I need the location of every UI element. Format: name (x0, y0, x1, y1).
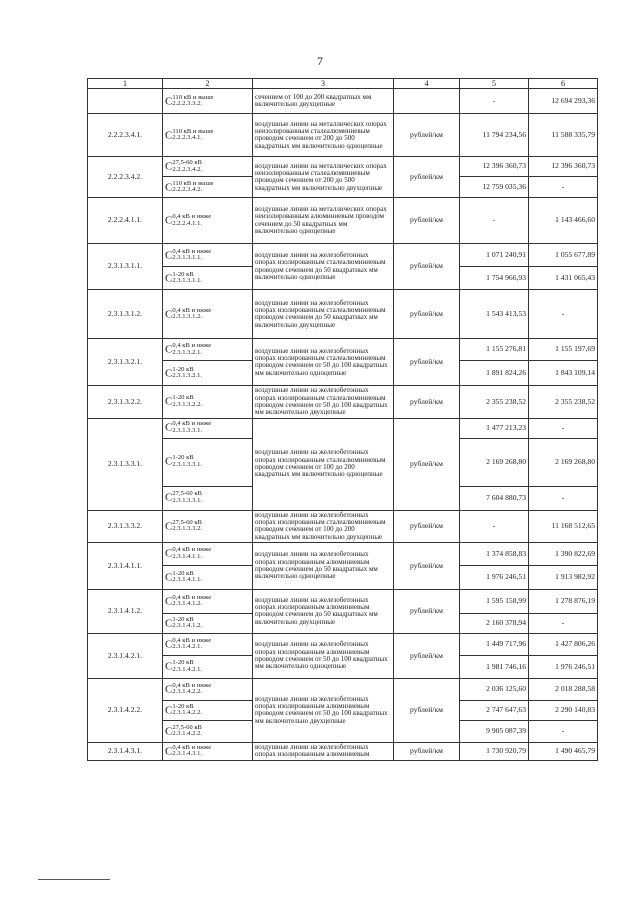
value-col-6: 11 168 512,65 (529, 510, 598, 542)
value-col-5: 1 477 213,23 (460, 418, 529, 438)
tariff-subscript (172, 725, 202, 738)
value-col-6: 2 355 238,52 (529, 386, 598, 418)
col-header-2: 2 (163, 79, 253, 89)
value-col-5: 1 595 158,99 (460, 589, 529, 613)
row-code: 2.2.2.4.1.1. (88, 198, 163, 244)
tariff-voltage: 110 кВ и выше (172, 93, 214, 101)
row-code: 2.2.2.3.4.2. (88, 157, 163, 198)
tariff-symbol (163, 655, 253, 678)
value-col-6: 2 018 288,58 (529, 678, 598, 700)
tariff-c-letter: C (165, 617, 173, 630)
tariff-symbol (163, 244, 253, 267)
tariff-subscript (172, 343, 211, 356)
row-unit: рублей/км (394, 339, 460, 386)
tariff-voltage: 0,4 кВ и ниже (172, 546, 212, 554)
tariff-c-letter: C (165, 660, 173, 673)
tariff-index: 2.3.1.4.3.1. (172, 750, 203, 758)
value-col-6: 1 143 466,60 (529, 198, 598, 244)
col-header-1: 1 (88, 79, 163, 89)
table-row (88, 742, 598, 760)
tariff-voltage: 27,5-60 кВ (172, 518, 202, 526)
tariff-voltage: 27,5-60 кВ (172, 159, 202, 167)
tariff-voltage: 110 кВ и выше (172, 179, 214, 187)
tariff-symbol (163, 565, 253, 589)
value-col-5: 12 396 360,73 (460, 157, 529, 177)
tariff-symbol (163, 438, 253, 486)
value-col-5: 11 794 234,56 (460, 114, 529, 157)
tariff-voltage: 27,5-60 кВ (172, 490, 202, 498)
row-description: воздушные линии на металлических опорах неизолированным алюминиевым проводом сечением до 50 квадратных мм включительно одноцепные (253, 198, 394, 244)
tariff-symbol (163, 361, 253, 386)
value-col-5: 2 160 378,94 (460, 613, 529, 633)
row-description: воздушные линии на металлических опорах неизолированным сталеалюминиевым проводом сечением от 200 до 500 квадратных мм включительно двухцепные (253, 157, 394, 198)
row-unit: рублей/км (394, 633, 460, 678)
row-unit: рублей/км (394, 290, 460, 339)
row-code (88, 89, 163, 114)
tariff-c-letter: C (165, 180, 173, 193)
row-code: 2.3.1.3.2.1. (88, 339, 163, 386)
row-description: воздушные линии на железобетонных опорах изолированным алюминиевым (253, 742, 394, 760)
row-code: 2.3.1.3.3.2. (88, 510, 163, 542)
value-col-6: 1 055 677,89 (529, 244, 598, 267)
row-description: воздушные линии на железобетонных опорах изолированным сталеалюминиевым проводом сечением от 100 до 200 квадратных мм включительно одноцепные (253, 418, 394, 510)
table-row (88, 244, 598, 267)
tariff-index: 2.3.1.3.2.2. (172, 400, 203, 408)
tariff-symbol (163, 678, 253, 700)
table-row (88, 198, 598, 244)
row-code: 2.3.1.4.3.1. (88, 742, 163, 760)
value-col-5: 2 355 238,52 (460, 386, 529, 418)
value-col-6: - (529, 290, 598, 339)
value-col-6: 12 396 360,73 (529, 157, 598, 177)
row-unit: рублей/км (394, 157, 460, 198)
tariff-voltage: 1-20 кВ (172, 270, 194, 278)
tariff-symbol (163, 386, 253, 418)
value-col-5: 1 891 824,26 (460, 361, 529, 386)
value-col-5: 1 155 276,81 (460, 339, 529, 361)
tariff-voltage: 0,4 кВ и ниже (172, 247, 212, 255)
row-description: воздушные линии на железобетонных опорах изолированным алюминиевым проводом сечением до 50 квадратных мм включительно одноцепные (253, 542, 394, 589)
tariff-voltage: 1-20 кВ (172, 702, 194, 710)
tariff-subscript (172, 367, 202, 380)
row-description: воздушные линии на железобетонных опорах изолированным сталеалюминиевым проводом сечением от 50 до 100 квадратных мм включительно одноцепные (253, 339, 394, 386)
tariff-subscript (172, 395, 202, 408)
row-description: воздушные линии на железобетонных опорах изолированным алюминиевым проводом сечением до 50 квадратных мм включительно двухцепные (253, 589, 394, 633)
tariff-subscript (172, 421, 211, 434)
table-row (88, 678, 598, 700)
table-body (88, 89, 598, 760)
tariff-c-letter: C (165, 94, 173, 107)
value-col-6: 1 843 109,14 (529, 361, 598, 386)
value-col-6: 1 155 197,69 (529, 339, 598, 361)
value-col-5: 2 036 125,60 (460, 678, 529, 700)
tariff-index: 2.3.1.3.3.1. (172, 427, 203, 435)
tariff-c-letter: C (165, 343, 173, 356)
tariff-c-letter: C (165, 519, 173, 532)
tariff-subscript (172, 571, 202, 584)
row-unit: рублей/км (394, 386, 460, 418)
tariff-voltage: 0,4 кВ и ниже (172, 593, 212, 601)
table-row (88, 418, 598, 438)
tariff-c-letter: C (165, 725, 173, 738)
row-code: 2.3.1.4.1.1. (88, 542, 163, 589)
value-col-5: 1 976 246,51 (460, 565, 529, 589)
row-description: воздушные линии на железобетонных опорах изолированным сталеалюминиевым проводом сечением до 50 квадратных мм включительно двухцепные (253, 290, 394, 339)
tariff-index: 2.3.1.4.1.2. (172, 622, 203, 630)
tariff-index: 2.2.2.3.4.2. (172, 186, 203, 194)
tariff-c-letter: C (165, 128, 173, 141)
tariff-subscript (172, 455, 202, 468)
row-description: воздушные линии на железобетонных опорах изолированным сталеалюминиевым проводом сечением до 50 квадратных мм включительно одноцепные (253, 244, 394, 290)
tariff-index: 2.2.2.3.4.1. (172, 134, 203, 142)
row-unit: рублей/км (394, 510, 460, 542)
row-unit: рублей/км (394, 114, 460, 157)
row-unit: рублей/км (394, 542, 460, 589)
tariff-c-letter: C (165, 595, 173, 608)
tariff-c-letter: C (165, 160, 173, 173)
tariff-subscript (172, 683, 211, 696)
table-row (88, 290, 598, 339)
row-code: 2.3.1.4.1.2. (88, 589, 163, 633)
tariff-index: 2.3.1.4.1.1. (172, 576, 203, 584)
tariff-c-letter: C (165, 455, 173, 468)
value-col-6: - (529, 613, 598, 633)
tariff-subscript (172, 704, 202, 717)
tariff-voltage: 1-20 кВ (172, 615, 194, 623)
value-col-6: - (529, 720, 598, 742)
tariff-c-letter: C (165, 638, 173, 651)
value-col-5: 1 730 920,79 (460, 742, 529, 760)
tariff-subscript (172, 181, 213, 194)
row-code: 2.3.1.3.3.1. (88, 418, 163, 510)
tariff-index: 2.2.2.3.4.2. (172, 165, 203, 173)
tariff-c-letter: C (165, 683, 173, 696)
footer-line (38, 879, 110, 880)
tariff-index: 2.3.1.4.2.1. (172, 665, 203, 673)
table-row (88, 157, 598, 177)
table-row (88, 386, 598, 418)
value-col-5: 7 604 880,73 (460, 486, 529, 510)
tariff-voltage: 1-20 кВ (172, 394, 194, 402)
tariff-subscript (172, 617, 202, 630)
row-description: воздушные линии на железобетонных опорах изолированным сталеалюминиевым проводом сечением от 50 до 100 квадратных мм включительно двухцепные (253, 386, 394, 418)
tariff-index: 2.2.2.3.3.2. (172, 100, 203, 108)
tariff-c-letter: C (165, 491, 173, 504)
page-number: 7 (317, 54, 323, 68)
value-col-5: 9 905 087,39 (460, 720, 529, 742)
row-description: сечением от 100 до 200 квадратных мм включительно двухцепные (253, 89, 394, 114)
table-row (88, 339, 598, 361)
tariff-index: 2.3.1.3.1.1. (172, 254, 203, 262)
value-col-5: 2 169 268,80 (460, 438, 529, 486)
col-header-3: 3 (253, 79, 394, 89)
row-unit: рублей/км (394, 742, 460, 760)
col-header-5: 5 (460, 79, 529, 89)
tariff-c-letter: C (165, 248, 173, 261)
table-row (88, 510, 598, 542)
tariff-voltage: 27,5-60 кВ (172, 723, 202, 731)
tariff-subscript (172, 272, 202, 285)
tariff-c-letter: C (165, 547, 173, 560)
tariff-c-letter: C (165, 271, 173, 284)
value-col-6: 1 390 822,69 (529, 542, 598, 565)
tariff-voltage: 1-20 кВ (172, 569, 194, 577)
tariff-c-letter: C (165, 214, 173, 227)
value-col-6: - (529, 486, 598, 510)
tariff-subscript (172, 308, 211, 321)
tariff-index: 2.3.1.3.3.1. (172, 497, 203, 505)
tariff-index: 2.3.1.3.2.1. (172, 372, 203, 380)
row-code: 2.3.1.4.2.2. (88, 678, 163, 742)
row-description: воздушные линии на железобетонных опорах изолированным сталеалюминиевым проводом сечением от 100 до 200 квадратных мм включительно двухцепные (253, 510, 394, 542)
row-code: 2.2.2.3.4.1. (88, 114, 163, 157)
tariff-symbol (163, 700, 253, 720)
tariff-voltage: 110 кВ и выше (172, 127, 214, 135)
tariff-c-letter: C (165, 571, 173, 584)
tariff-subscript (172, 214, 211, 227)
col-header-6: 6 (529, 79, 598, 89)
tariff-voltage: 0,4 кВ и ниже (172, 681, 212, 689)
tariff-voltage: 1-20 кВ (172, 659, 194, 667)
tariff-symbol (163, 742, 253, 760)
tariff-symbol (163, 177, 253, 198)
table-row (88, 633, 598, 655)
tariff-index: 2.3.1.4.2.2. (172, 709, 203, 717)
row-code: 2.3.1.3.1.2. (88, 290, 163, 339)
tariff-symbol (163, 720, 253, 742)
tariff-c-letter: C (165, 421, 173, 434)
value-col-5: 1 374 858,83 (460, 542, 529, 565)
value-col-5: - (460, 89, 529, 114)
tariff-table (87, 78, 598, 761)
tariff-symbol (163, 290, 253, 339)
value-col-6: 1 913 982,92 (529, 565, 598, 589)
tariff-voltage: 1-20 кВ (172, 454, 194, 462)
tariff-subscript (172, 95, 213, 108)
tariff-symbol (163, 589, 253, 613)
tariff-symbol (163, 418, 253, 438)
table-row (88, 589, 598, 613)
tariff-subscript (172, 595, 211, 608)
tariff-index: 2.3.1.4.2.2. (172, 688, 203, 696)
value-col-5: 12 759 035,36 (460, 177, 529, 198)
row-code: 2.3.1.3.1.1. (88, 244, 163, 290)
tariff-voltage: 0,4 кВ и ниже (172, 420, 212, 428)
value-col-5: 1 449 717,96 (460, 633, 529, 655)
row-unit: рублей/км (394, 198, 460, 244)
tariff-subscript (172, 547, 211, 560)
tariff-subscript (172, 129, 213, 142)
row-code: 2.3.1.4.2.1. (88, 633, 163, 678)
tariff-c-letter: C (165, 307, 173, 320)
tariff-symbol (163, 613, 253, 633)
tariff-c-letter: C (165, 395, 173, 408)
value-col-6: 1 278 876,19 (529, 589, 598, 613)
tariff-symbol (163, 157, 253, 177)
table-row (88, 542, 598, 565)
row-code: 2.3.1.3.2.2. (88, 386, 163, 418)
value-col-6: 1 431 065,43 (529, 267, 598, 290)
tariff-index: 2.3.1.3.3.2. (172, 525, 203, 533)
tariff-voltage: 0,4 кВ и ниже (172, 743, 212, 751)
tariff-voltage: 0,4 кВ и ниже (172, 213, 212, 221)
tariff-index: 2.3.1.4.1.1. (172, 552, 203, 560)
row-unit (394, 89, 460, 114)
tariff-voltage: 0,4 кВ и ниже (172, 342, 212, 350)
value-col-5: 1 754 966,93 (460, 267, 529, 290)
row-unit: рублей/км (394, 244, 460, 290)
tariff-subscript (172, 745, 211, 758)
value-col-5: 1 543 413,53 (460, 290, 529, 339)
tariff-c-letter: C (165, 704, 173, 717)
value-col-5: 1 071 240,91 (460, 244, 529, 267)
tariff-voltage: 1-20 кВ (172, 365, 194, 373)
table-row (88, 114, 598, 157)
tariff-c-letter: C (165, 366, 173, 379)
tariff-symbol (163, 486, 253, 510)
row-unit: рублей/км (394, 418, 460, 510)
tariff-symbol (163, 339, 253, 361)
value-col-5: 2 747 647,63 (460, 700, 529, 720)
value-col-6: 1 976 246,51 (529, 655, 598, 678)
table-row (88, 89, 598, 114)
tariff-symbol (163, 633, 253, 655)
tariff-c-letter: C (165, 744, 173, 757)
tariff-symbol (163, 542, 253, 565)
tariff-subscript (172, 249, 211, 262)
tariff-voltage: 0,4 кВ и ниже (172, 636, 212, 644)
row-description: воздушные линии на железобетонных опорах изолированным алюминиевым проводом сечением от 50 до 100 квадратных мм включительно одноцепные (253, 633, 394, 678)
tariff-index: 2.2.2.4.1.1. (172, 219, 203, 227)
tariff-symbol (163, 510, 253, 542)
tariff-symbol (163, 89, 253, 114)
value-col-5: 1 981 746,16 (460, 655, 529, 678)
row-description: воздушные линии на металлических опорах неизолированным сталеалюминиевым проводом сечением от 200 до 500 квадратных мм включительно одноцепные (253, 114, 394, 157)
header-row (88, 79, 598, 89)
tariff-index: 2.3.1.4.2.1. (172, 643, 203, 651)
value-col-6: 2 290 140,83 (529, 700, 598, 720)
value-col-5: - (460, 198, 529, 244)
value-col-5: - (460, 510, 529, 542)
tariff-index: 2.3.1.3.3.1. (172, 461, 203, 469)
value-col-6: 2 169 268,80 (529, 438, 598, 486)
value-col-6: 12 694 293,36 (529, 89, 598, 114)
col-header-4: 4 (394, 79, 460, 89)
row-unit: рублей/км (394, 678, 460, 742)
tariff-subscript (172, 160, 202, 173)
value-col-6: - (529, 177, 598, 198)
value-col-6: - (529, 418, 598, 438)
tariff-subscript (172, 638, 211, 651)
tariff-subscript (172, 660, 202, 673)
tariff-index: 2.3.1.3.2.1. (172, 348, 203, 356)
tariff-index: 2.3.1.3.1.1. (172, 277, 203, 285)
row-description: воздушные линии на железобетонных опорах изолированным алюминиевым проводом сечением от 50 до 100 квадратных мм включительно двухцепные (253, 678, 394, 742)
tariff-subscript (172, 520, 202, 533)
value-col-6: 11 588 335,79 (529, 114, 598, 157)
tariff-index: 2.3.1.4.1.2. (172, 600, 203, 608)
tariff-subscript (172, 491, 202, 504)
tariff-index: 2.3.1.3.1.2. (172, 313, 203, 321)
tariff-voltage: 0,4 кВ и ниже (172, 306, 212, 314)
value-col-6: 1 427 806,26 (529, 633, 598, 655)
tariff-index: 2.3.1.4.2.2. (172, 730, 203, 738)
tariff-symbol (163, 114, 253, 157)
tariff-symbol (163, 198, 253, 244)
row-unit: рублей/км (394, 589, 460, 633)
value-col-6: 1 490 465,79 (529, 742, 598, 760)
tariff-symbol (163, 267, 253, 290)
